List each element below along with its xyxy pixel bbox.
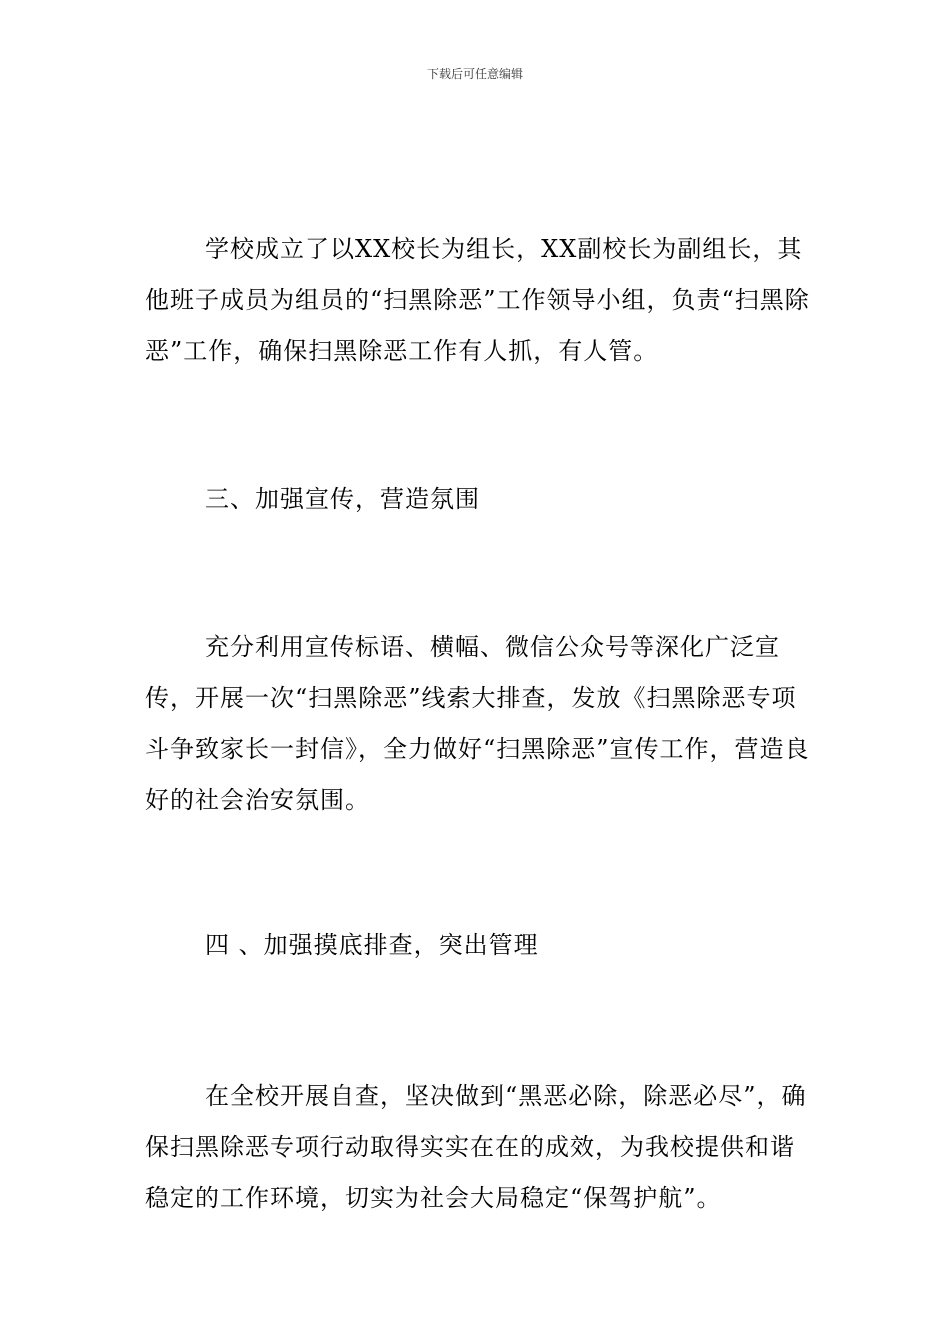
paragraph-leadership-group: 学校成立了以XX校长为组长，XX副校长为副组长，其他班子成员为组员的“扫黑除恶”工作领导小组，负责“扫黑除恶”工作，确保扫黑除恶工作有人抓，有人管。 (145, 235, 810, 365)
paragraph-publicity: 充分利用宣传标语、横幅、微信公众号等深化广泛宣传，开展一次“扫黑除恶”线索大排查，发放《扫黑除恶专项斗争致家长一封信》，全力做好“扫黑除恶”宣传工作，营造良好的社会治安氛围。 (145, 633, 810, 814)
section-heading-publicity: 三、加强宣传，营造氛围 (205, 485, 480, 513)
paragraph-self-inspection: 在全校开展自查，坚决做到“黑恶必除，除恶必尽”，确保扫黑除恶专项行动取得实实在在的成效，为我校提供和谐稳定的工作环境，切实为社会大局稳定“保驾护航”。 (145, 1082, 807, 1212)
page-header-note: 下载后可任意编辑 (426, 67, 523, 81)
section-heading-investigation: 四 、加强摸底排查，突出管理 (205, 931, 539, 959)
